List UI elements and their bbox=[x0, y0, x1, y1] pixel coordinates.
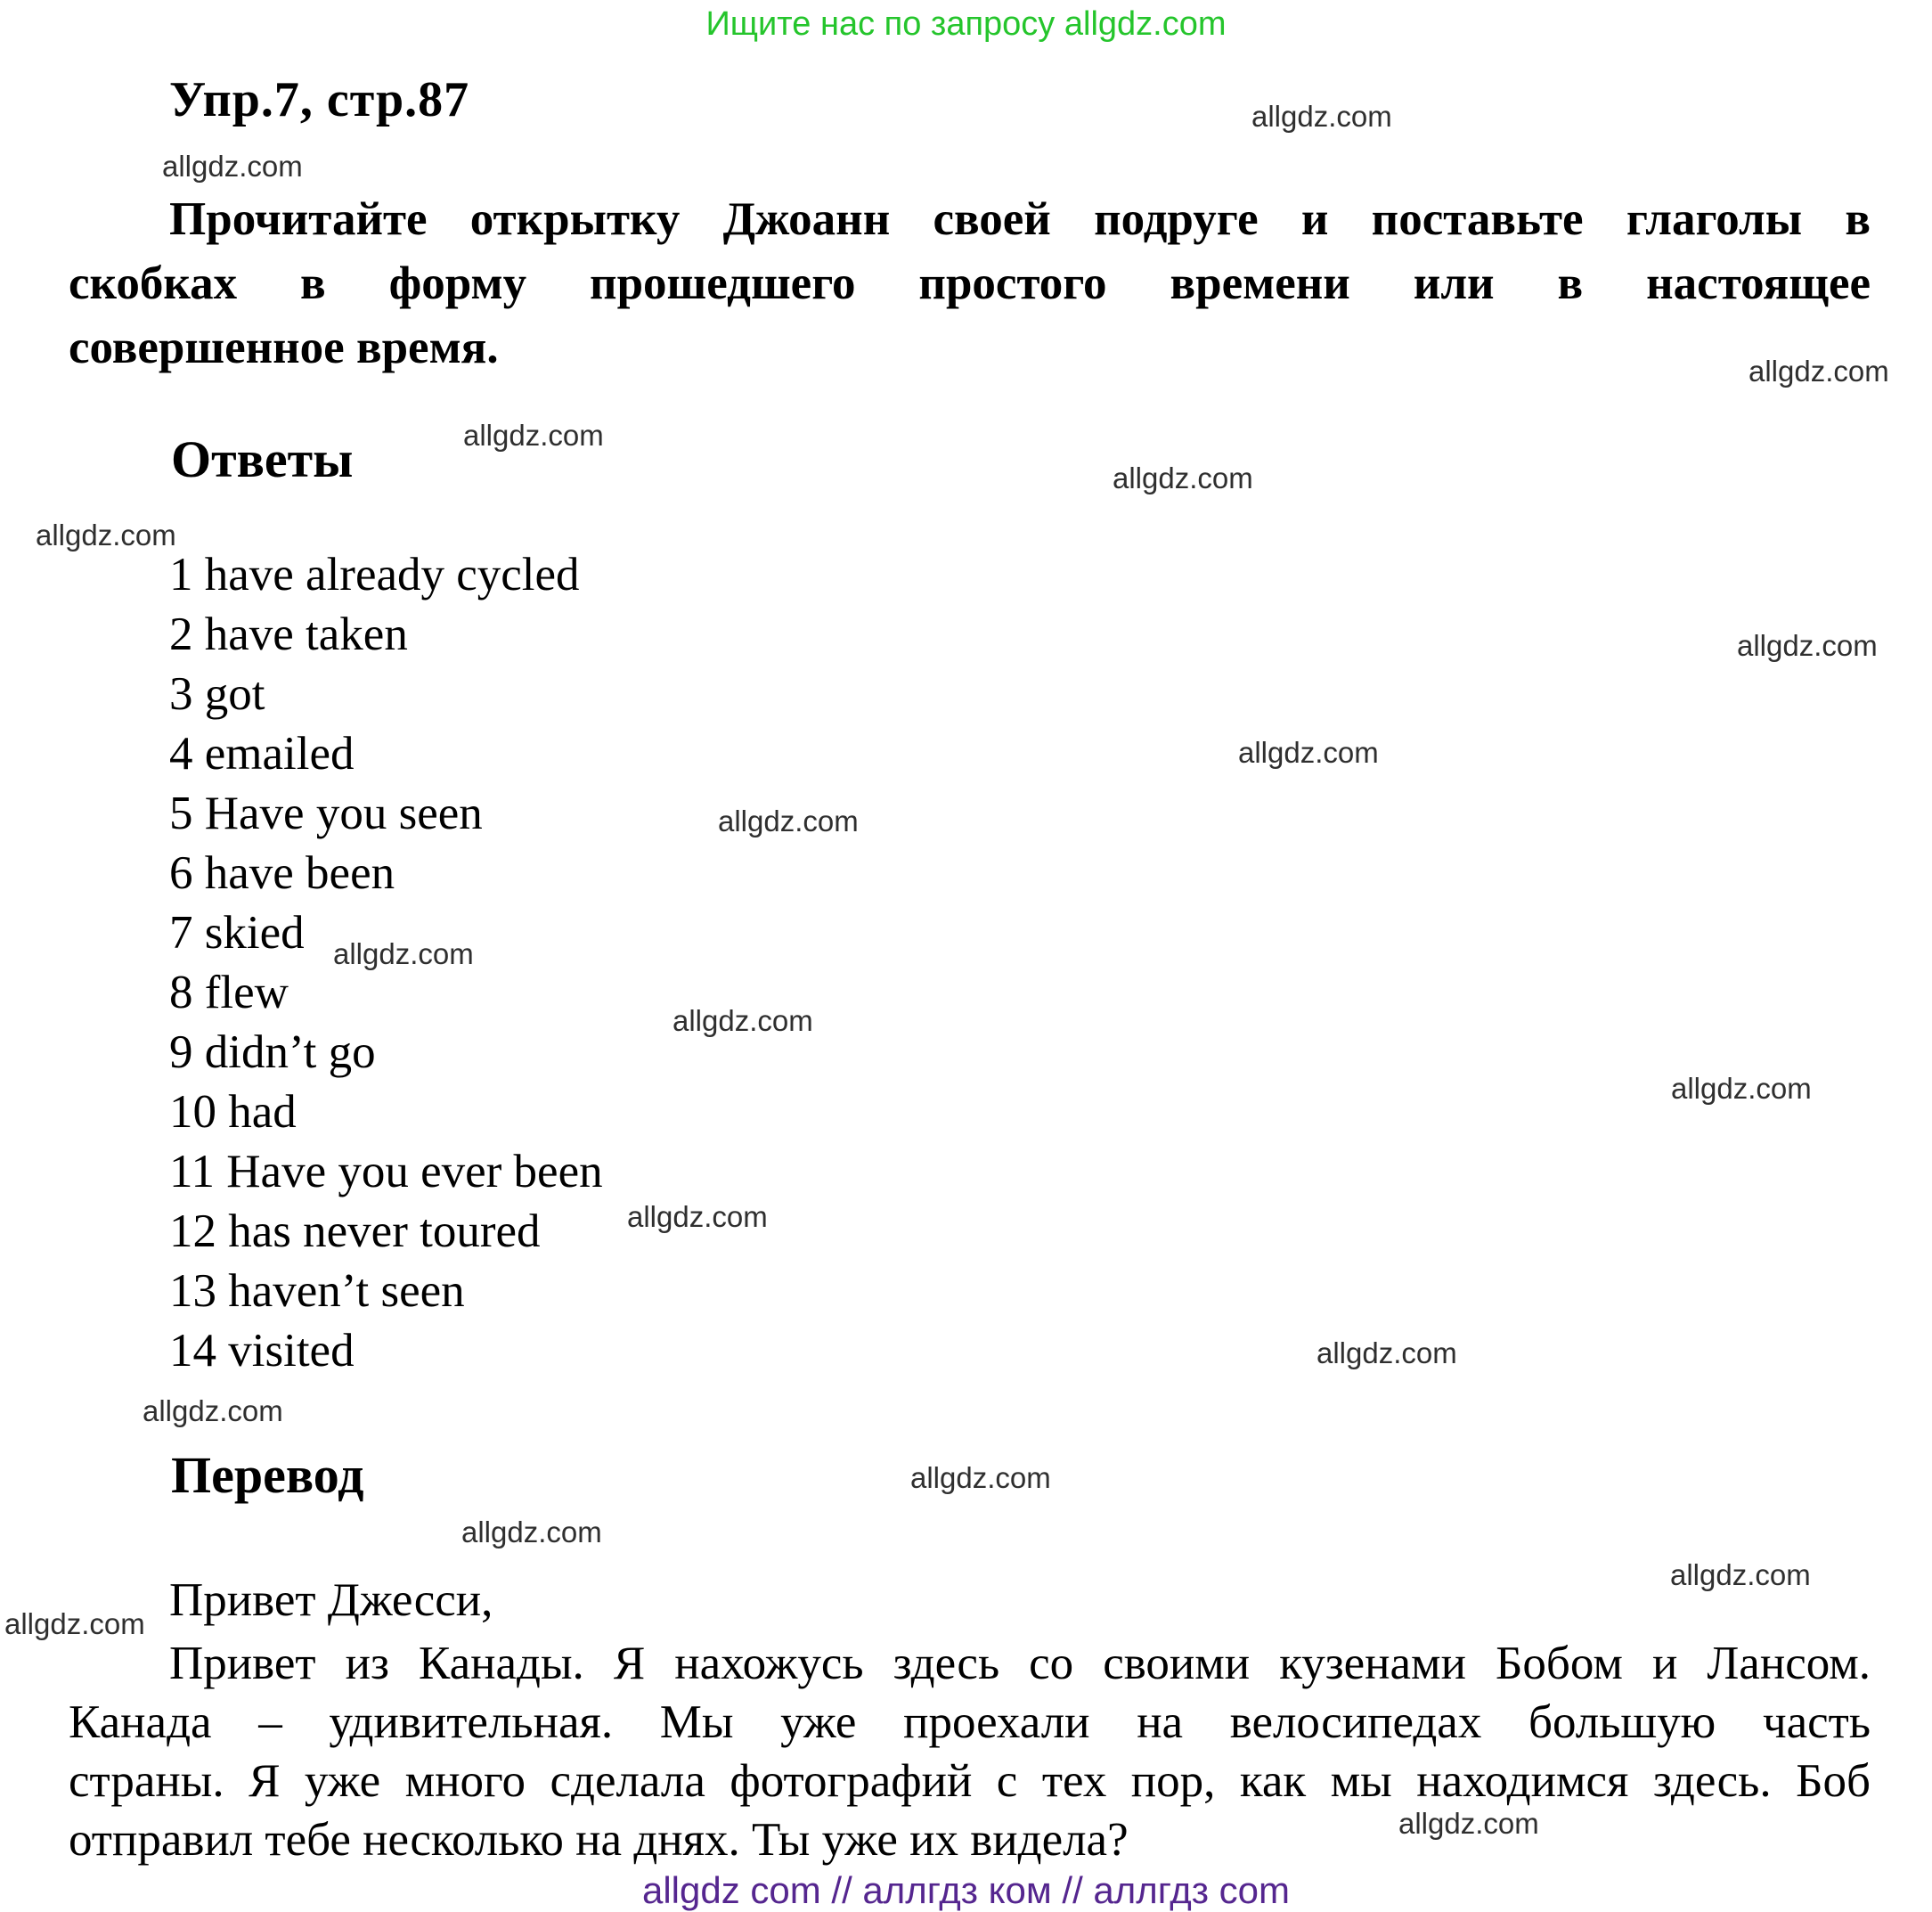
translation-line: страны. Я уже много сделала фотографий с тех пор, как мы находимся здесь. Боб bbox=[69, 1755, 1871, 1807]
task-text bbox=[69, 187, 1871, 380]
answer-line: 14 visited bbox=[169, 1325, 355, 1377]
translation-greeting: Привет Джесси, bbox=[169, 1574, 493, 1626]
translation-line: отправил тебе несколько на днях. Ты уже их видела? bbox=[69, 1814, 1129, 1866]
watermark-allgdz: allgdz.com bbox=[1671, 1072, 1812, 1105]
answer-line: 13 haven’t seen bbox=[169, 1265, 465, 1317]
answers-heading: Ответы bbox=[171, 430, 354, 488]
answer-line: 6 have been bbox=[169, 847, 395, 899]
watermark-allgdz: allgdz.com bbox=[162, 150, 303, 183]
answer-line: 12 has never toured bbox=[169, 1205, 541, 1257]
watermark-allgdz: allgdz.com bbox=[461, 1516, 602, 1548]
answer-line: 10 had bbox=[169, 1086, 297, 1138]
watermark-allgdz: allgdz.com bbox=[1749, 355, 1889, 388]
answer-line: 11 Have you ever been bbox=[169, 1146, 603, 1197]
answer-line: 9 didn’t go bbox=[169, 1026, 376, 1078]
translation-text bbox=[69, 1634, 1871, 1869]
watermark-allgdz: allgdz.com bbox=[627, 1200, 768, 1233]
answer-line: 3 got bbox=[169, 668, 265, 720]
watermark-allgdz: allgdz.com bbox=[1113, 462, 1253, 494]
answer-line: 2 have taken bbox=[169, 609, 408, 660]
translation-heading: Перевод bbox=[171, 1446, 364, 1504]
watermark-allgdz: allgdz.com bbox=[36, 519, 176, 552]
task-text-line: совершенное время. bbox=[69, 322, 499, 373]
task-text-line: скобках в форму прошедшего простого времени или в настоящее bbox=[69, 257, 1871, 309]
watermark-allgdz: allgdz.com bbox=[4, 1607, 145, 1640]
site-promo-note: Ищите нас по запросу allgdz.com bbox=[705, 5, 1227, 43]
task-text-line: Прочитайте открытку Джоанн своей подруге и поставьте глаголы в bbox=[169, 193, 1871, 245]
watermark-allgdz: allgdz.com bbox=[143, 1394, 283, 1427]
watermark-allgdz: allgdz.com bbox=[333, 937, 474, 970]
watermark-allgdz: allgdz.com bbox=[1670, 1558, 1811, 1591]
watermark-allgdz: allgdz.com bbox=[463, 419, 604, 452]
watermark-allgdz: allgdz.com bbox=[1737, 629, 1878, 662]
watermark-allgdz: allgdz.com bbox=[1398, 1807, 1539, 1840]
site-footer-note: allgdz com // аллгдз ком // аллгдз com bbox=[641, 1869, 1290, 1911]
watermark-allgdz: allgdz.com bbox=[1251, 100, 1392, 133]
answer-line: 7 skied bbox=[169, 907, 305, 959]
watermark-allgdz: allgdz.com bbox=[1317, 1336, 1457, 1369]
translation-line: Канада – удивительная. Мы уже проехали на велосипедах большую часть bbox=[69, 1696, 1871, 1748]
answer-line: 1 have already cycled bbox=[169, 549, 580, 601]
answer-line: 4 emailed bbox=[169, 728, 355, 780]
exercise-title: Упр.7, стр.87 bbox=[169, 72, 470, 127]
watermark-allgdz: allgdz.com bbox=[718, 805, 859, 838]
watermark-allgdz: allgdz.com bbox=[1238, 736, 1379, 769]
translation-line: Привет из Канады. Я нахожусь здесь со своими кузенами Бобом и Лансом. bbox=[169, 1638, 1871, 1689]
watermark-allgdz: allgdz.com bbox=[673, 1004, 813, 1037]
answer-line: 8 flew bbox=[169, 967, 289, 1018]
watermark-allgdz: allgdz.com bbox=[910, 1461, 1051, 1494]
answer-line: 5 Have you seen bbox=[169, 788, 483, 839]
